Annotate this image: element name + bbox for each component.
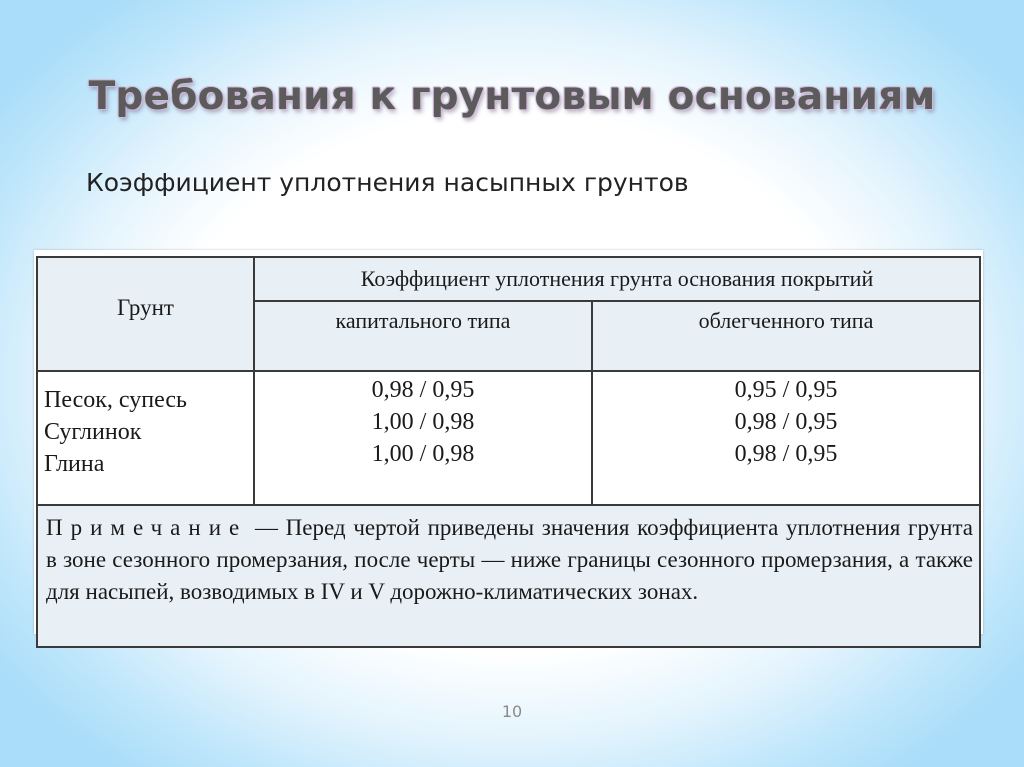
soil-name: Глина (44, 451, 105, 477)
soil-name: Песок, супесь (44, 387, 187, 413)
table-note (37, 505, 980, 647)
slide-subtitle: Коэффициент уплотнения насыпных грунтов (86, 168, 689, 197)
page-number: 10 (501, 702, 523, 721)
header-ground-label: Грунт (117, 295, 174, 320)
capital-values-cell (254, 371, 592, 505)
note-text: — Перед чертой приведены значения коэффициента уплотнения грунта в зоне сезонного промерзания, после черты — ниже границы сезонного промерзания, а также для насыпей, возводимых в IV и V дорожно-климатических зонах. (46, 515, 973, 604)
capital-value: 1,00 / 0,98 (371, 441, 475, 467)
header-light: облегченного типа (592, 301, 980, 371)
light-value: 0,98 / 0,95 (734, 441, 838, 467)
note-label: Примечание (46, 515, 248, 540)
header-ground (37, 257, 254, 371)
slide-title: Требования к грунтовым основаниям (88, 74, 936, 119)
header-capital: капитального типа (254, 301, 592, 371)
soil-name: Суглинок (44, 419, 142, 445)
light-values-cell (592, 371, 980, 505)
light-value: 0,95 / 0,95 (734, 377, 838, 403)
light-value: 0,98 / 0,95 (734, 409, 838, 435)
capital-value: 0,98 / 0,95 (371, 377, 475, 403)
header-coefficient: Коэффициент уплотнения грунта основания покрытий (254, 257, 980, 301)
soil-names-cell (37, 371, 254, 505)
table-image-frame (34, 250, 983, 634)
compaction-table (36, 256, 981, 648)
capital-value: 1,00 / 0,98 (371, 409, 475, 435)
